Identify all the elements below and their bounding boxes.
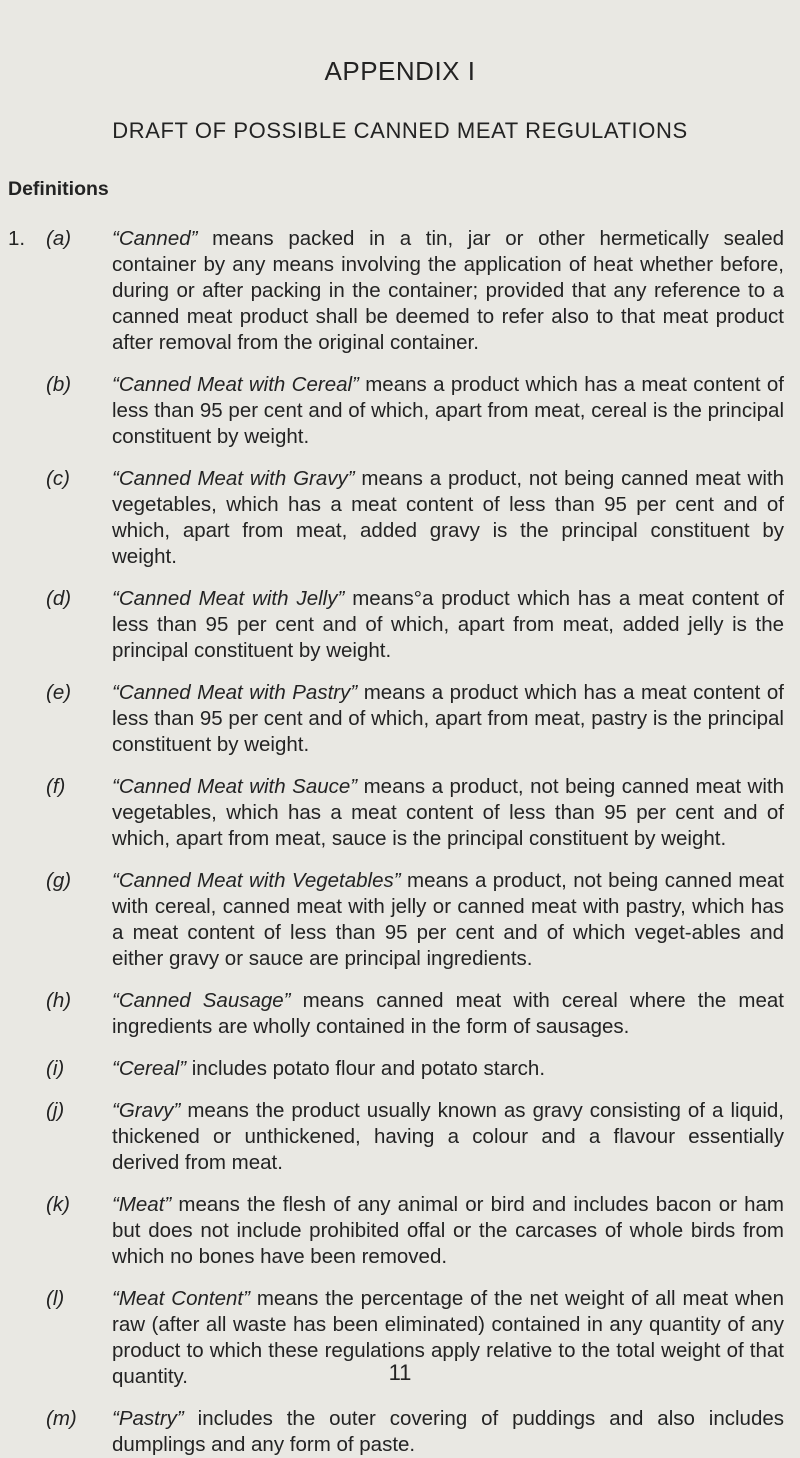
definition-body: means a product which has a meat content of less than 95 per cent and of which, apart from meat, pastry is the principal constituent by weight. — [112, 681, 784, 756]
definition-letter: (d) — [46, 587, 72, 610]
definition-term: “Canned Meat with Sauce” — [112, 775, 358, 798]
definition-body: means°a product which has a meat content of less than 95 per cent and of which, apart from meat, added jelly is the principal constituent by weight. — [112, 587, 785, 662]
definition-term: “Meat” — [112, 1193, 172, 1216]
definition-text — [112, 988, 784, 1040]
definition-term: “Canned” — [112, 227, 198, 250]
definition-body: means a product, not being canned meat with cereal, canned meat with jelly or canned meat with pastry, which has a meat content of less than 95 per cent and of which veget-ables and either gravy or sauce are principal ingredients. — [112, 869, 785, 970]
definition-term: “Canned Meat with Pastry” — [112, 681, 358, 704]
document-title: DRAFT OF POSSIBLE CANNED MEAT REGULATIONS — [112, 118, 688, 143]
definition-letter: (i) — [46, 1057, 65, 1080]
appendix-heading: APPENDIX I — [324, 56, 476, 86]
definition-term: “Gravy” — [112, 1099, 181, 1122]
definition-term: “Canned Meat with Gravy” — [112, 467, 355, 490]
definition-letter: (j) — [46, 1099, 65, 1122]
clause-number: 1. — [8, 227, 26, 250]
definition-body: includes the outer covering of puddings and also includes dumplings and any form of paste. — [112, 1407, 784, 1456]
definition-text — [112, 586, 784, 664]
definition-body: means the percentage of the net weight of all meat when raw (after all waste has been eliminated) contained in any quantity of any product to which these regulations apply relative to the total weight of that quantity. — [112, 1287, 784, 1388]
definition-letter: (c) — [46, 467, 70, 490]
definition-letter: (a) — [46, 227, 72, 250]
definition-letter: (h) — [46, 989, 72, 1012]
definition-body: means the flesh of any animal or bird and includes bacon or ham but does not include prohibited offal or the carcases of whole birds from which no bones have been removed. — [112, 1193, 784, 1268]
definition-body: means a product, not being canned meat with vegetables, which has a meat content of less than 95 per cent and of which, apart from meat, added gravy is the principal constituent by weight. — [112, 467, 784, 568]
definition-text — [112, 1192, 784, 1270]
definition-text — [112, 226, 784, 356]
definition-body: means packed in a tin, jar or other hermetically sealed container by any means involving the application of heat whether before, during or after packing in the container; provided that any reference to a canned meat product shall be deemed to refer also to that meat product after removal from the original container. — [112, 227, 784, 354]
definition-body: means the product usually known as gravy consisting of a liquid, thickened or unthickened, having a colour and a flavour essentially derived from meat. — [112, 1099, 784, 1174]
definition-term: “Pastry” — [112, 1407, 184, 1430]
definition-term: “Cereal” — [112, 1057, 187, 1080]
definition-text — [112, 680, 784, 758]
definition-body: includes potato flour and potato starch. — [186, 1057, 546, 1080]
definition-letter: (e) — [46, 681, 72, 704]
definition-term: “Canned Sausage” — [112, 989, 291, 1012]
definition-letter: (g) — [46, 869, 72, 892]
definition-body: means a product which has a meat content of less than 95 per cent and of which, apart from meat, cereal is the principal constituent by weight. — [112, 373, 784, 448]
definition-term: “Canned Meat with Jelly” — [112, 587, 345, 610]
definition-text — [112, 868, 784, 972]
page-number: 11 — [388, 1360, 412, 1385]
definition-term: “Canned Meat with Vegetables” — [112, 869, 401, 892]
definition-text — [112, 372, 784, 450]
definition-text — [112, 1406, 784, 1458]
definition-body: means canned meat with cereal where the meat ingredients are wholly contained in the form of sausages. — [112, 989, 784, 1038]
definition-term: “Meat Content” — [112, 1287, 250, 1310]
definition-letter: (k) — [46, 1193, 70, 1216]
definition-body: means a product, not being canned meat with vegetables, which has a meat content of less than 95 per cent and of which, apart from meat, sauce is the principal constituent by weight. — [112, 775, 784, 850]
definition-letter: (b) — [46, 373, 72, 396]
definition-text — [112, 1098, 784, 1176]
definition-text — [112, 774, 784, 852]
definition-letter: (m) — [46, 1407, 77, 1430]
definition-text — [112, 466, 784, 570]
section-heading: Definitions — [8, 178, 109, 200]
definition-letter: (l) — [46, 1287, 65, 1310]
definition-letter: (f) — [46, 775, 66, 798]
definition-term: “Canned Meat with Cereal” — [112, 373, 359, 396]
definition-text — [112, 1056, 784, 1082]
